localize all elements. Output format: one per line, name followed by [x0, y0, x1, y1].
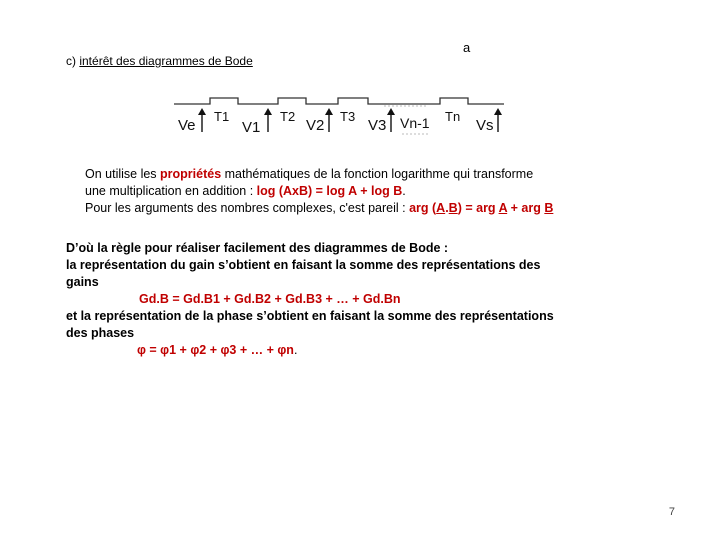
- heading-title: intérêt des diagrammes de Bode: [79, 54, 253, 68]
- text: .: [402, 184, 406, 198]
- label-tn: Tn: [445, 109, 461, 124]
- label-t3: T3: [340, 109, 356, 124]
- slide-marker: a: [463, 40, 471, 55]
- text: arg (: [409, 201, 437, 215]
- text: .: [293, 343, 298, 357]
- gain-formula: Gd.B = Gd.B1 + Gd.B2 + Gd.B3 + … + Gd.Bn: [139, 292, 401, 306]
- text: On utilise les: [85, 167, 161, 181]
- label-t1: T1: [214, 109, 230, 124]
- para-line-1: [85, 166, 553, 183]
- log-properties-paragraph: [85, 166, 553, 217]
- label-vs: Vs: [476, 117, 494, 134]
- vector-b: B: [448, 201, 458, 215]
- label-v3: V3: [368, 117, 387, 134]
- arrowhead-v1: [264, 108, 272, 115]
- arrowhead-ve: [198, 108, 206, 115]
- bode-rule-paragraph: [66, 240, 554, 359]
- page-number: 7: [668, 506, 675, 518]
- vector-b: B: [544, 201, 554, 215]
- rule-phase-line: et la représentation de la phase s’obtient en faisant la somme des représentations: [66, 309, 554, 323]
- label-t2: T2: [280, 109, 296, 124]
- text: Pour les arguments des nombres complexes, c'est pareil :: [85, 201, 410, 215]
- highlight-proprietes: propriétés: [160, 167, 222, 181]
- para-line-3: [85, 200, 553, 217]
- arrowhead-v3: [387, 108, 395, 115]
- rule-gain-line: la représentation du gain s’obtient en faisant la somme des représentations des: [66, 258, 541, 272]
- label-v2: V2: [306, 117, 325, 134]
- label-ve: Ve: [178, 117, 196, 134]
- arrowhead-vs: [494, 108, 502, 115]
- phase-formula: φ = φ1 + φ2 + φ3 + … + φn: [137, 343, 294, 357]
- transfer-blocks-outline: [174, 98, 504, 104]
- rule-gain-line-end: gains: [66, 275, 99, 289]
- text: .: [445, 201, 449, 215]
- label-v1: V1: [242, 119, 261, 136]
- log-formula: log (AxB) = log A + log B: [256, 184, 403, 198]
- rule-phase-line-end: des phases: [66, 326, 135, 340]
- arg-formula: [409, 201, 553, 215]
- rule-intro: D’où la règle pour réaliser facilement des diagrammes de Bode :: [66, 241, 449, 255]
- text: + arg: [507, 201, 545, 215]
- para-line-2: [85, 183, 553, 200]
- heading-prefix: c): [66, 54, 76, 68]
- section-heading: [66, 54, 253, 68]
- text: une multiplication en addition :: [85, 184, 257, 198]
- text: ) = arg: [457, 201, 499, 215]
- cascade-diagram: [170, 94, 506, 144]
- arrowhead-v2: [325, 108, 333, 115]
- text: mathématiques de la fonction logarithme qui transforme: [221, 167, 534, 181]
- vector-a: A: [498, 201, 508, 215]
- label-vn1: Vn-1: [400, 115, 430, 131]
- vector-a: A: [436, 201, 446, 215]
